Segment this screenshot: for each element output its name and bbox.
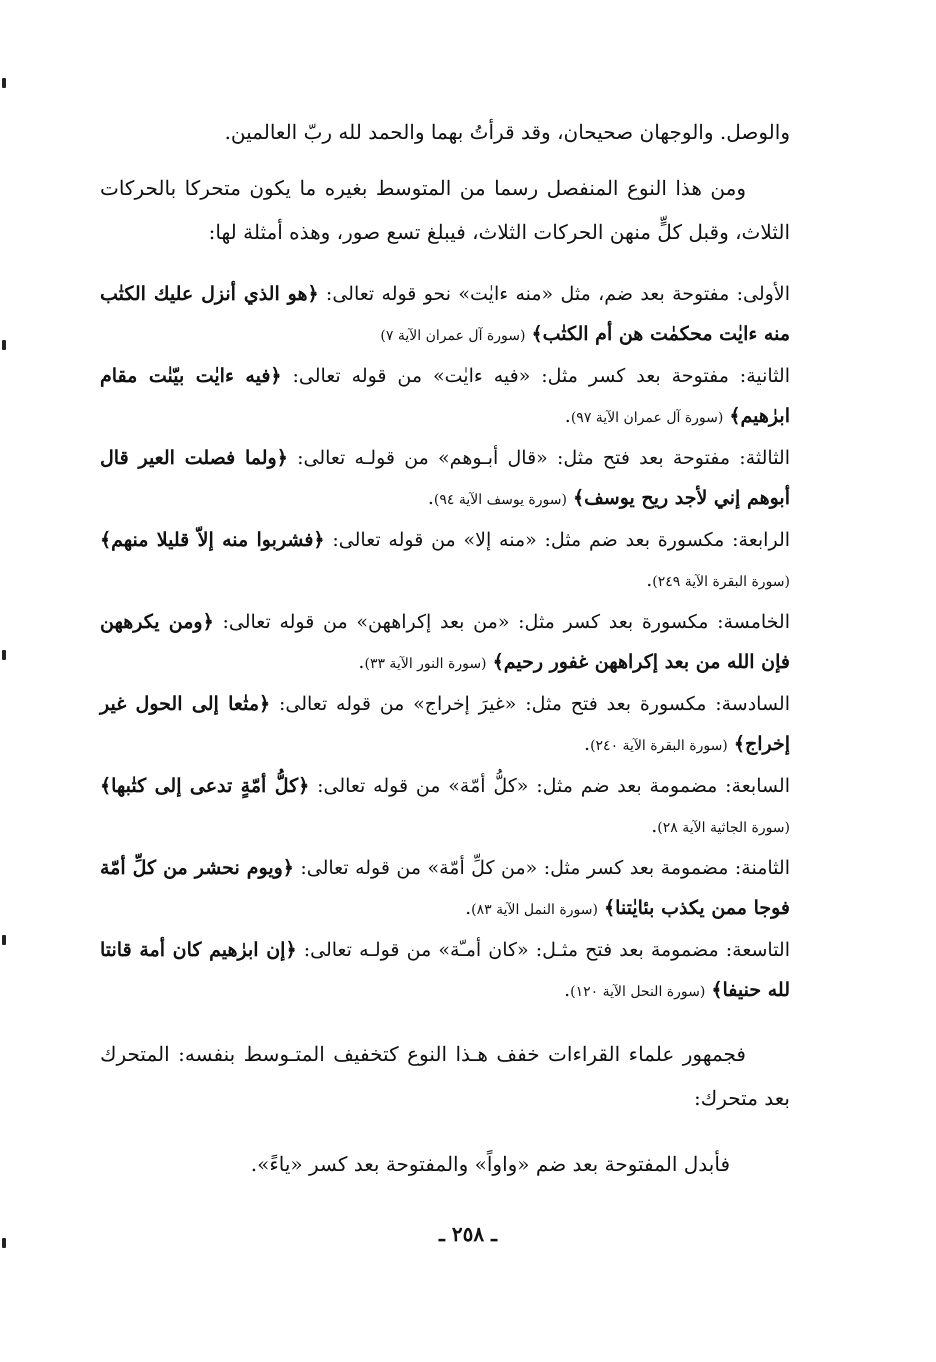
quran-verse: ﴿كلُّ أمّةٍ تدعى إلى كتٰبها﴾ (100, 775, 310, 797)
example-item (100, 848, 790, 930)
quran-verse: ﴿متٰعا إلى الحول غير إخراج﴾ (100, 693, 790, 755)
example-item (100, 766, 790, 848)
example-end: . (564, 405, 571, 427)
examples-list (100, 274, 790, 1012)
quran-verse: ﴿ويوم نحشر من كلِّ أمّة فوجا ممن يكذب بئايٰتنا﴾ (100, 857, 790, 919)
example-lead: السابعة: مضمومة بعد ضم مثل: «كلُّ أمّة» من قوله تعالى: (317, 775, 790, 797)
quran-verse: ﴿ومن يكرههن فإن الله من بعد إكراههن غفور رحيم﴾ (100, 611, 790, 673)
example-item (100, 684, 790, 766)
verse-reference: (سورة يوسف الآية ٩٤) (433, 492, 567, 508)
page-body (100, 110, 790, 1186)
example-item (100, 274, 790, 356)
quran-verse: ﴿ولما فصلت العير قال أبوهم إني لأجد ريح يوسف﴾ (100, 447, 790, 509)
scan-mark (2, 935, 6, 945)
example-lead: الثانية: مفتوحة بعد كسر مثل: «فيه ءايٰت» من قوله تعالى: (292, 365, 790, 387)
verse-reference: (سورة البقرة الآية ٢٤٩) (652, 574, 790, 590)
quran-verse: ﴿إن ابرٰهيم كان أمة قانتا لله حنيفا﴾ (100, 939, 790, 1001)
example-end: . (584, 733, 591, 755)
example-end: . (564, 979, 571, 1001)
verse-reference: (سورة الجاثية الآية ٢٨) (657, 820, 790, 836)
quran-verse: ﴿هو الذي أنزل عليك الكتٰب منه ءايٰت محكمٰت هن أم الكتٰب﴾ (100, 283, 790, 345)
example-item (100, 438, 790, 520)
quran-verse: ﴿فيه ءايٰت بيّنٰت مقام ابرٰهيم﴾ (100, 365, 790, 427)
example-end: . (358, 651, 365, 673)
verse-reference: (سورة آل عمران الآية ٧) (380, 328, 526, 344)
quran-verse: ﴿فشربوا منه إلاّ قليلا منهم﴾ (100, 529, 325, 551)
example-lead: الأولى: مفتوحة بعد ضم، مثل «منه ءايٰت» نحو قوله تعالى: (325, 283, 790, 305)
verse-reference: (سورة النور الآية ٣٣) (364, 656, 487, 672)
example-end: . (427, 487, 434, 509)
scan-mark (2, 650, 6, 660)
example-lead: الثامنة: مضمومة بعد كسر مثل: «من كلِّ أمّة» من قوله تعالى: (300, 857, 790, 879)
verse-reference: (سورة آل عمران الآية ٩٧) (570, 410, 724, 426)
example-lead: الثالثة: مفتوحة بعد فتح مثل: «قال أبـوهم» من قولـه تعالى: (297, 447, 790, 469)
verse-reference: (سورة النمل الآية ٨٣) (471, 902, 598, 918)
page-number: ـ ٢٥٨ ـ (439, 1222, 497, 1246)
example-lead: السادسة: مكسورة بعد فتح مثل: «غيرَ إخراج» من قوله تعالى: (278, 693, 790, 715)
example-item (100, 356, 790, 438)
intro-line: والوصل. والوجهان صحيحان، وقد قرأتُ بهما والحمد لله ربّ العالمين. (224, 120, 790, 144)
example-lead: الرابعة: مكسورة بعد ضم مثل: «منه إلا» من قوله تعالى: (332, 529, 791, 551)
scan-mark (2, 340, 6, 350)
example-item (100, 520, 790, 602)
scan-mark (2, 78, 6, 88)
paragraph-majority: فجمهور علماء القراءات خفف هـذا النوع كتخفيف المتـوسط بنفسه: المتحرك بعد متحرك: (100, 1042, 790, 1110)
example-item (100, 930, 790, 1012)
paragraph-substitution: فأبدل المفتوحة بعد ضم «واواً» والمفتوحة بعد كسر «ياءً». (250, 1152, 730, 1176)
example-lead: الخامسة: مكسورة بعد كسر مثل: «من بعد إكراههن» من قوله تعالى: (222, 611, 790, 633)
example-end: . (646, 569, 653, 591)
verse-reference: (سورة البقرة الآية ٢٤٠) (590, 738, 728, 754)
verse-reference: (سورة النحل الآية ١٢٠) (570, 984, 706, 1000)
example-lead: التاسعة: مضمومة بعد فتح مثـل: «كان أمـّة» من قولـه تعالى: (303, 939, 790, 961)
example-end: . (465, 897, 472, 919)
paragraph-types: ومن هذا النوع المنفصل رسما من المتوسط بغيره ما يكون متحركا بالحركات الثلاث، وقبل كلٍّ منهن الحركات الثلاث، فيبلغ تسع صور، وهذه أمثلة لها: (100, 176, 790, 244)
example-item (100, 602, 790, 684)
example-end: . (651, 815, 658, 837)
